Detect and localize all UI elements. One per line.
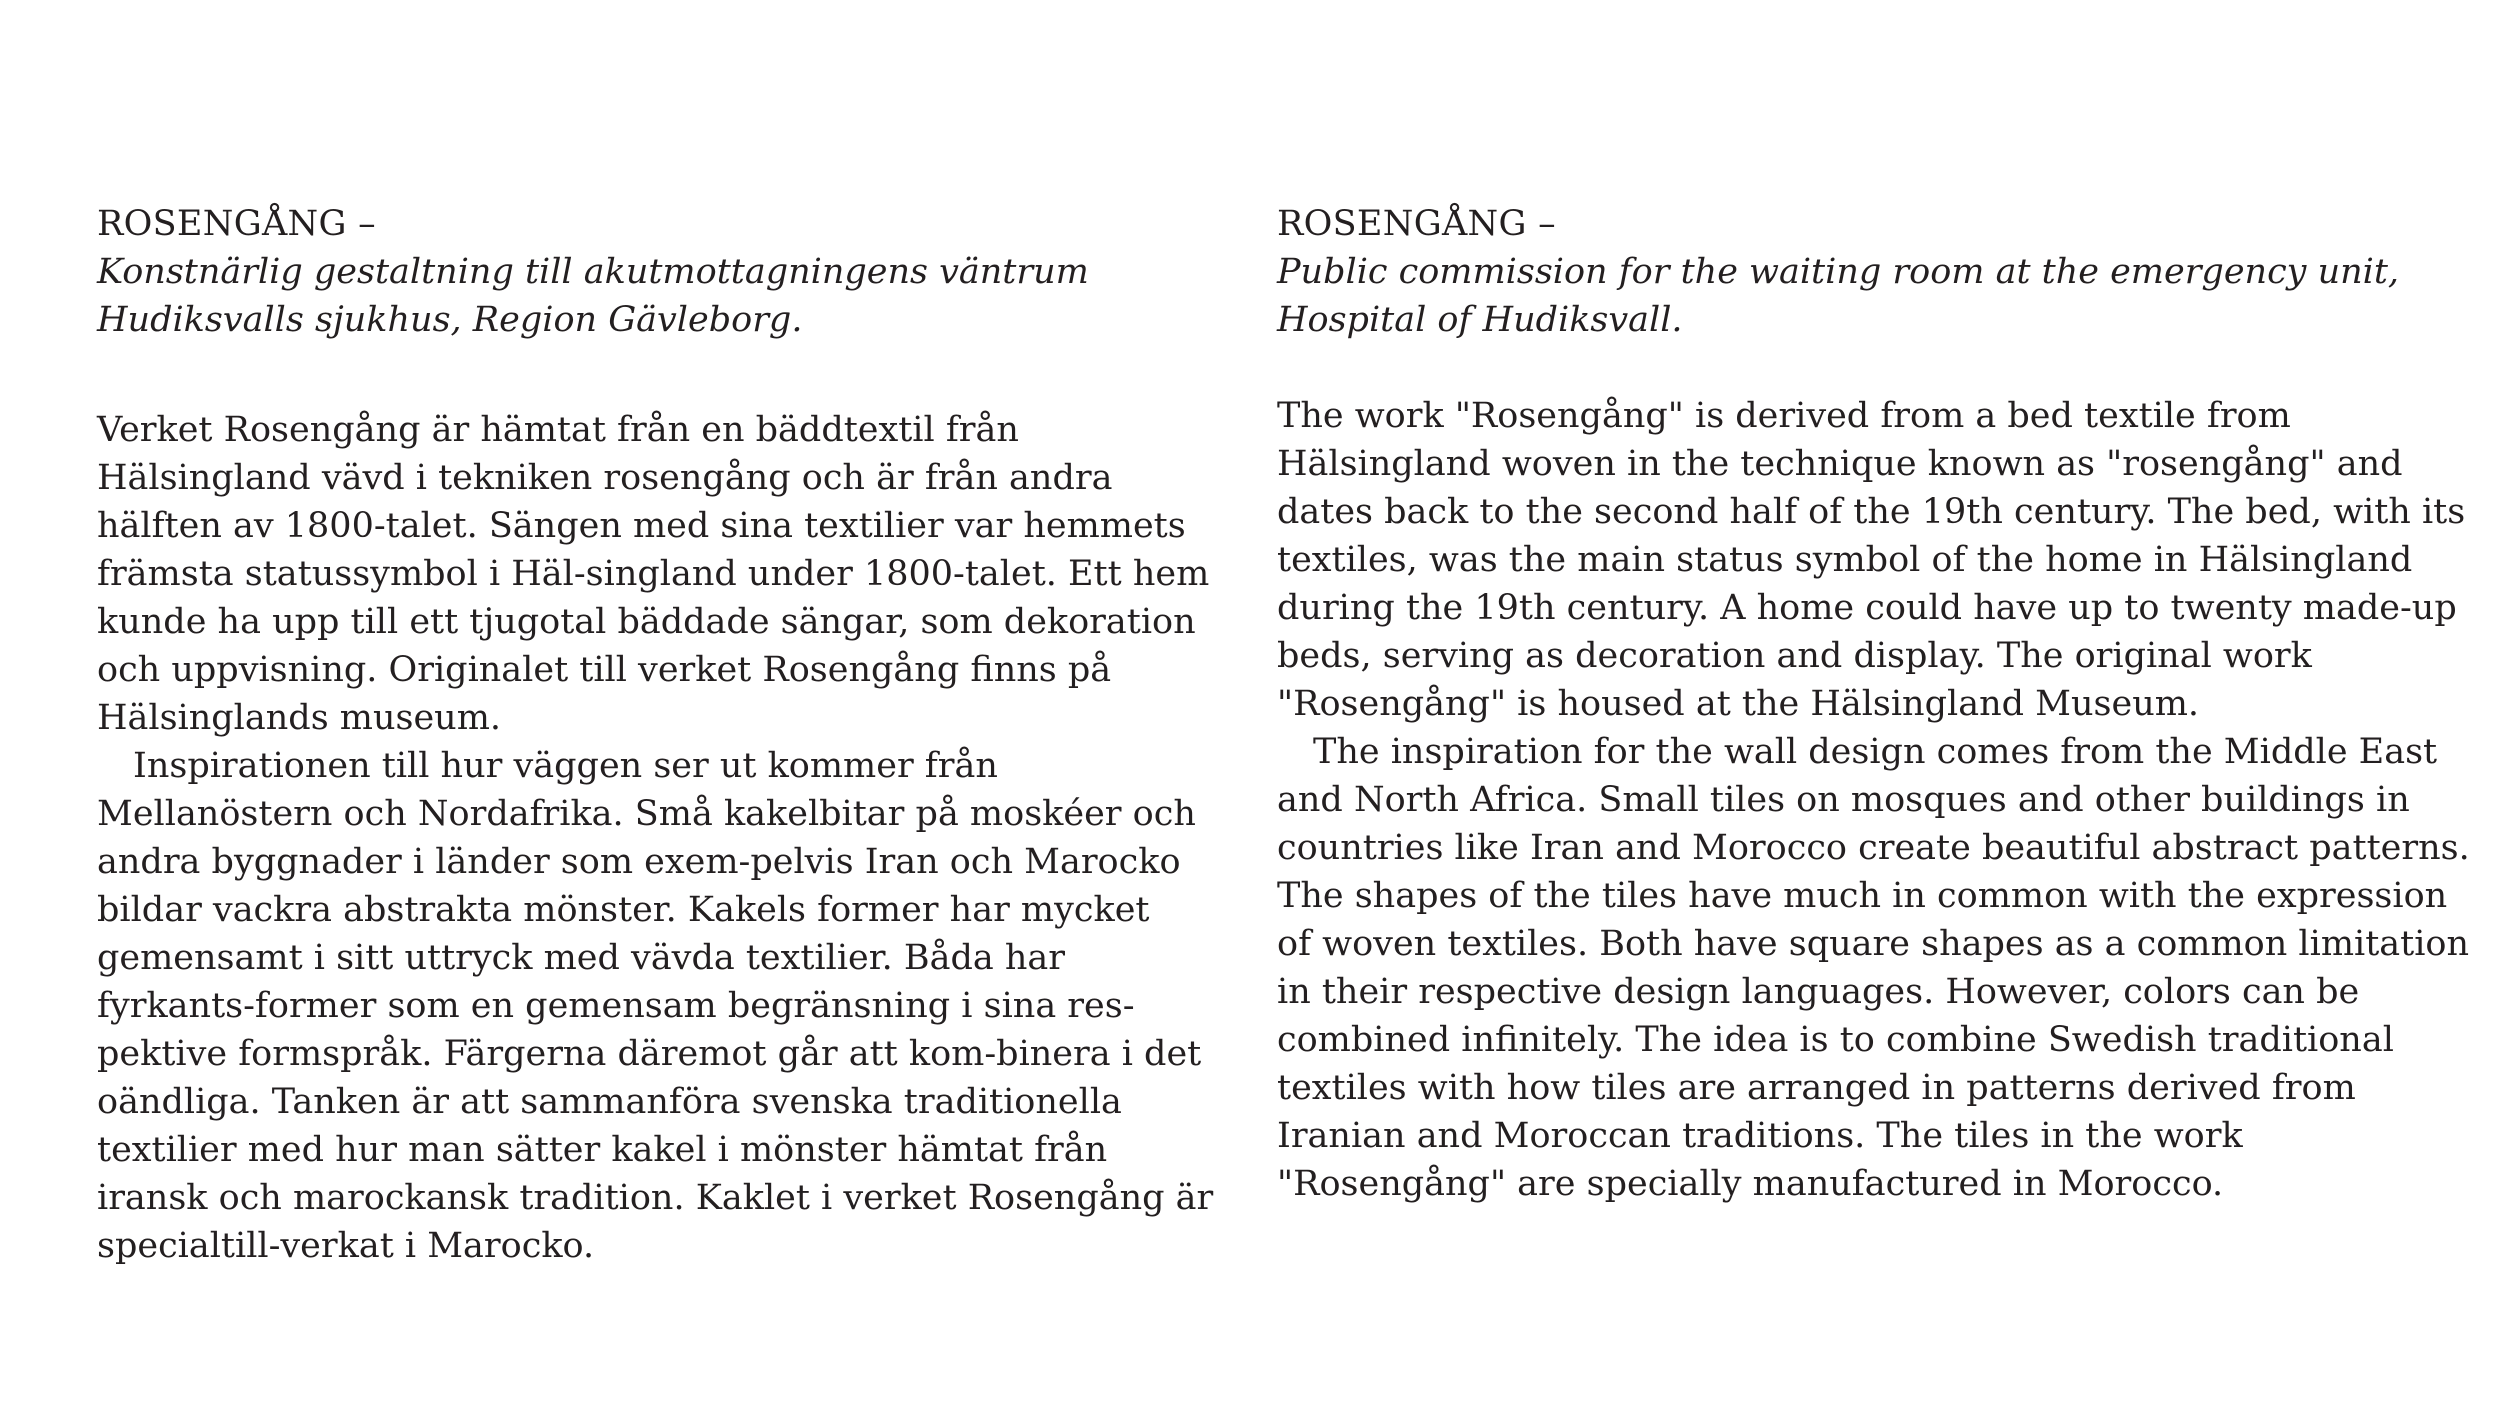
swedish-subtitle: Konstnärlig gestaltning till akutmottagningens väntrum Hudiksvalls sjukhus, Region Gävleborg. (97, 252, 1089, 340)
english-subtitle: Public commission for the waiting room at the emergency unit, Hospital of Hudiksvall. (1277, 252, 2400, 340)
english-title: ROSENGÅNG – (1277, 204, 1556, 244)
swedish-text-column (97, 200, 1227, 1270)
english-text-column (1277, 200, 2477, 1208)
english-paragraph-2: The inspiration for the wall design comes from the Middle East and North Africa. Small tiles on mosques and other buildings in countries like Iran and Morocco create beautiful abstract patterns. The shapes of the tiles have much in common with the expression of woven textiles. Both have square shapes as a common limitation in their respective design languages. However, colors can be combined infinitely. The idea is to combine Swedish traditional textiles with how tiles are arranged in patterns derived from Iranian and Moroccan traditions. The tiles in the work "Rosengång" are specially manufactured in Morocco. (1277, 732, 2470, 1204)
swedish-paragraph-2: Inspirationen till hur väggen ser ut kommer från Mellanöstern och Nordafrika. Små kakelbitar på moskéer och andra byggnader i länder som exem-pelvis Iran och Marocko bildar vackra abstrakta mönster. Kakels former har mycket gemensamt i sitt uttryck med vävda textilier. Båda har fyrkants-former som en gemensam begränsning i sina res-pektive formspråk. Färgerna däremot går att kom-binera i det oändliga. Tanken är att sammanföra svenska traditionella textilier med hur man sätter kakel i mönster hämtat från iransk och marockansk tradition. Kaklet i verket Rosengång är specialtill-verkat i Marocko. (97, 746, 1214, 1266)
english-paragraph-1: The work "Rosengång" is derived from a bed textile from Hälsingland woven in the technique known as "rosengång" and dates back to the second half of the 19th century. The bed, with its textiles, was the main status symbol of the home in Hälsingland during the 19th century. A home could have up to twenty made-up beds, serving as decoration and display. The original work "Rosengång" is housed at the Hälsingland Museum. (1277, 396, 2466, 724)
swedish-paragraph-1: Verket Rosengång är hämtat från en bäddtextil från Hälsingland vävd i tekniken rosengång och är från andra hälften av 1800-talet. Sängen med sina textilier var hemmets främsta statussymbol i Häl-singland under 1800-talet. Ett hem kunde ha upp till ett tjugotal bäddade sängar, som dekoration och uppvisning. Originalet till verket Rosengång finns på Hälsinglands museum. (97, 410, 1210, 738)
swedish-title: ROSENGÅNG – (97, 204, 376, 244)
